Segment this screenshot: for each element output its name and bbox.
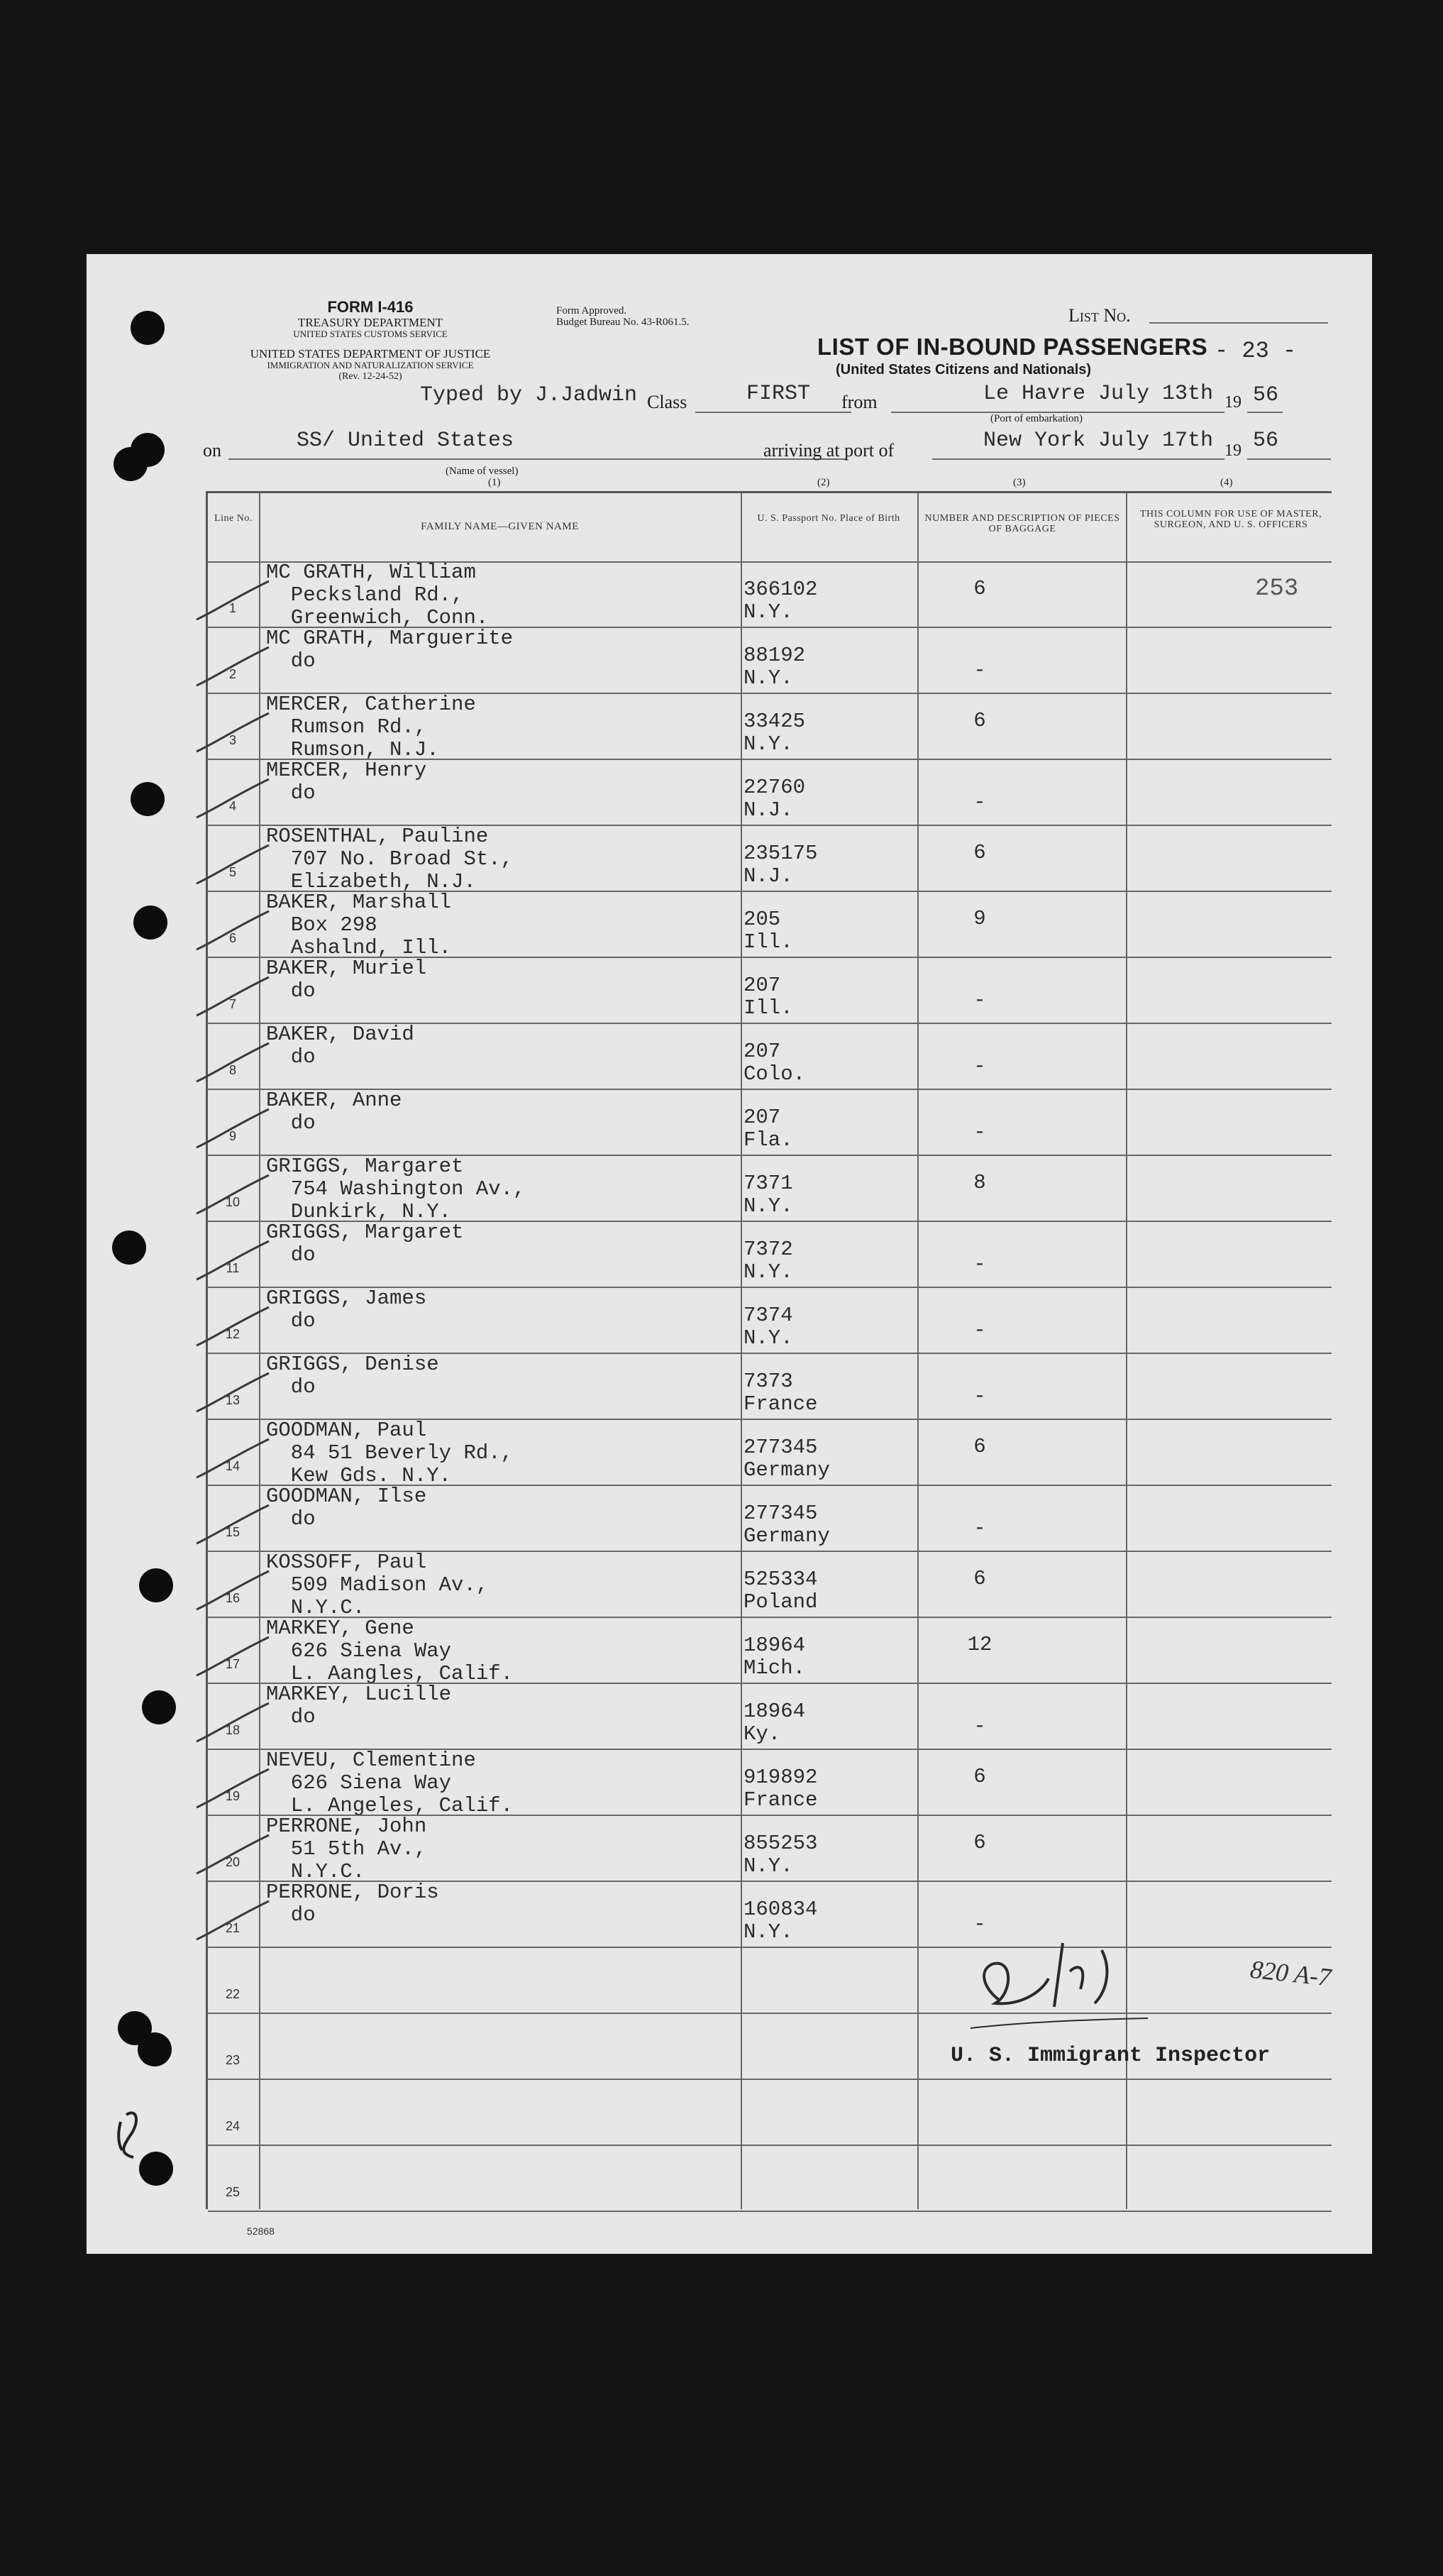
dept-treasury: TREASURY DEPARTMENT: [297, 316, 443, 329]
check-mark: [194, 1301, 272, 1351]
passenger-name-address: PERRONE, John 51 5th Av., N.Y.C.: [266, 1815, 427, 1883]
line-number: 10: [225, 1195, 240, 1209]
typed-by: Typed by J.Jadwin: [420, 383, 638, 407]
passenger-name-address: ROSENTHAL, Pauline 707 No. Broad St., Elizabeth, N.J.: [266, 825, 514, 893]
line-number: 11: [226, 1261, 240, 1275]
page-number: - 23 -: [1215, 338, 1297, 364]
baggage-count: 8: [973, 1171, 986, 1194]
baggage-count: -: [973, 791, 986, 814]
arrival-field: [932, 458, 1224, 460]
check-mark: [194, 1499, 272, 1549]
line-number: 13: [225, 1393, 240, 1407]
table-row: [208, 891, 1332, 957]
passenger-name-address: GRIGGS, Margaret do: [266, 1221, 464, 1267]
col-header-passport: U. S. Passport No. Place of Birth: [757, 513, 900, 524]
passport-birthplace: 88192 N.Y.: [743, 644, 806, 690]
budget-bureau: Budget Bureau No. 43-R061.5.: [556, 317, 690, 328]
line-number: 7: [228, 997, 236, 1011]
check-mark: [194, 1103, 272, 1153]
officer-number: 253: [1255, 576, 1299, 602]
check-mark: [194, 1895, 272, 1945]
table-row: [208, 1353, 1332, 1419]
baggage-count: 6: [973, 1765, 986, 1788]
check-mark: [194, 1433, 272, 1483]
baggage-count: -: [973, 1319, 986, 1342]
on-label: on: [203, 440, 221, 461]
baggage-count: -: [973, 1055, 986, 1078]
baggage-count: 6: [973, 841, 986, 864]
passenger-name-address: BAKER, David do: [266, 1023, 414, 1069]
passport-birthplace: 235175 N.J.: [743, 842, 818, 888]
passenger-name-address: GRIGGS, James do: [266, 1287, 427, 1333]
line-number: 8: [228, 1063, 236, 1077]
manifest-page: [87, 254, 1372, 2254]
passport-birthplace: 919892 France: [743, 1766, 818, 1812]
baggage-count: 6: [973, 577, 986, 600]
passport-birthplace: 7372 N.Y.: [743, 1238, 793, 1284]
table-row: [208, 1287, 1332, 1353]
check-mark: [194, 774, 272, 823]
passport-birthplace: 160834 N.Y.: [743, 1898, 818, 1944]
col-number-2: (2): [817, 477, 830, 488]
check-mark: [194, 1565, 272, 1615]
passport-birthplace: 207 Ill.: [743, 974, 793, 1020]
inspector-title: U. S. Immigrant Inspector: [951, 2044, 1271, 2068]
check-mark: [194, 1829, 272, 1879]
table-row: [208, 1815, 1332, 1881]
check-mark: [194, 1631, 272, 1681]
ins-service: IMMIGRATION AND NATURALIZATION SERVICE: [267, 360, 474, 370]
line-number: 6: [228, 931, 236, 945]
baggage-count: -: [973, 1714, 986, 1738]
baggage-count: -: [973, 1253, 986, 1276]
baggage-count: -: [973, 1912, 986, 1936]
punch-hole: [142, 1690, 176, 1724]
customs-service: UNITED STATES CUSTOMS SERVICE: [293, 329, 448, 339]
passport-birthplace: 366102 N.Y.: [743, 578, 818, 624]
arrival-value: New York July 17th: [983, 429, 1214, 453]
line-number: 14: [225, 1459, 240, 1473]
table-row: [208, 1221, 1332, 1287]
passport-birthplace: 7374 N.Y.: [743, 1304, 793, 1350]
list-no-field: [1149, 322, 1328, 324]
table-row: [208, 825, 1332, 891]
passenger-name-address: BAKER, Muriel do: [266, 957, 427, 1003]
baggage-count: 9: [973, 907, 986, 930]
class-value: FIRST: [746, 382, 811, 406]
year-1: 56: [1253, 383, 1279, 407]
table-row: [208, 759, 1332, 825]
baggage-count: 6: [973, 1435, 986, 1458]
punch-hole: [131, 311, 165, 345]
passport-birthplace: 7373 France: [743, 1370, 818, 1416]
passport-birthplace: 33425 N.Y.: [743, 710, 806, 756]
passenger-name-address: BAKER, Anne do: [266, 1089, 402, 1135]
inspector-signature: [963, 1922, 1219, 2035]
check-mark: [194, 642, 272, 691]
table-row: [208, 1485, 1332, 1551]
table-row: [208, 1749, 1332, 1815]
baggage-count: 6: [973, 1831, 986, 1854]
baggage-count: 6: [973, 1567, 986, 1590]
col-number-1: (1): [488, 477, 501, 488]
check-mark: [194, 906, 272, 955]
table-row: [208, 957, 1332, 1023]
check-mark: [194, 1169, 272, 1219]
passport-birthplace: 205 Ill.: [743, 908, 793, 954]
passport-birthplace: 207 Colo.: [743, 1040, 806, 1086]
baggage-count: 6: [973, 709, 986, 732]
passenger-name-address: PERRONE, Doris do: [266, 1881, 439, 1927]
year-2: 56: [1253, 429, 1279, 453]
year-prefix-2: 19: [1224, 441, 1242, 460]
col-header-baggage: NUMBER AND DESCRIPTION OF PIECES OF BAGGAGE: [924, 513, 1120, 534]
passport-birthplace: 7371 N.Y.: [743, 1172, 793, 1218]
punch-hole: [112, 1231, 146, 1265]
margin-handwriting: [112, 2108, 155, 2164]
passport-birthplace: 277345 Germany: [743, 1502, 830, 1548]
check-mark: [194, 971, 272, 1021]
passport-birthplace: 525334 Poland: [743, 1568, 818, 1614]
passport-birthplace: 207 Fla.: [743, 1106, 793, 1152]
table-row: [208, 2145, 1332, 2211]
form-approved: Form Approved.: [556, 305, 627, 317]
col-header-officers: THIS COLUMN FOR USE OF MASTER, SURGEON, AND U. S. OFFICERS: [1139, 509, 1322, 530]
passenger-name-address: MERCER, Henry do: [266, 759, 427, 805]
line-number: 5: [228, 865, 236, 879]
year-field-2: [1247, 458, 1331, 460]
line-number: 24: [225, 2119, 240, 2133]
line-number: 23: [225, 2053, 240, 2067]
line-number: 25: [225, 2185, 240, 2199]
baggage-count: -: [973, 1517, 986, 1540]
line-number: 16: [225, 1591, 240, 1605]
passenger-name-address: MC GRATH, William Pecksland Rd., Greenwich, Conn.: [266, 561, 489, 629]
check-mark: [194, 1763, 272, 1813]
line-number: 18: [225, 1723, 240, 1737]
punch-hole: [131, 433, 165, 467]
baggage-count: -: [973, 989, 986, 1012]
document-title: LIST OF IN-BOUND PASSENGERS: [817, 334, 1208, 360]
line-number: 20: [225, 1855, 240, 1869]
table-row: [208, 693, 1332, 759]
passenger-name-address: BAKER, Marshall Box 298 Ashalnd, Ill.: [266, 891, 452, 959]
passenger-name-address: MERCER, Catherine Rumson Rd., Rumson, N.J.: [266, 693, 476, 761]
passenger-name-address: GOODMAN, Paul 84 51 Beverly Rd., Kew Gds. N.Y.: [266, 1419, 514, 1487]
col-header-line: Line No.: [214, 513, 253, 524]
baggage-count: 12: [967, 1633, 993, 1656]
check-mark: [194, 840, 272, 889]
table-row: [208, 561, 1332, 627]
passenger-name-address: GRIGGS, Margaret 754 Washington Av., Dunkirk, N.Y.: [266, 1155, 526, 1223]
vessel-value: SS/ United States: [297, 429, 514, 453]
check-mark: [194, 576, 272, 625]
baggage-count: -: [973, 659, 986, 682]
passport-birthplace: 18964 Ky.: [743, 1700, 806, 1746]
form-number: FORM I-416: [327, 298, 414, 316]
line-number: 1: [228, 601, 236, 615]
line-number: 15: [225, 1525, 240, 1539]
check-mark: [194, 1037, 272, 1087]
punch-hole: [139, 1568, 173, 1602]
col-number-4: (4): [1220, 477, 1233, 488]
inspector-note: 820 A-7: [1249, 1954, 1333, 1992]
col-header-name: FAMILY NAME—GIVEN NAME: [421, 521, 579, 532]
passenger-name-address: KOSSOFF, Paul 509 Madison Av., N.Y.C.: [266, 1551, 489, 1619]
passenger-name-address: MC GRATH, Marguerite do: [266, 627, 514, 673]
punch-hole: [133, 906, 167, 940]
punch-hole: [131, 782, 165, 816]
form-revision: (Rev. 12-24-52): [338, 371, 402, 382]
passport-birthplace: 18964 Mich.: [743, 1634, 806, 1680]
line-number: 17: [225, 1657, 240, 1671]
check-mark: [194, 1367, 272, 1417]
table-row: [208, 1023, 1332, 1089]
passenger-name-address: GRIGGS, Denise do: [266, 1353, 439, 1399]
passport-birthplace: 22760 N.J.: [743, 776, 806, 822]
table-row: [208, 1089, 1332, 1155]
passport-birthplace: 855253 N.Y.: [743, 1832, 818, 1878]
list-no-label: List No.: [1068, 305, 1131, 326]
check-mark: [194, 1235, 272, 1285]
check-mark: [194, 708, 272, 757]
table-row: [208, 1551, 1332, 1617]
year-prefix-1: 19: [1224, 393, 1242, 412]
vessel-label: (Name of vessel): [446, 466, 519, 477]
col-number-3: (3): [1013, 477, 1026, 488]
class-label: Class: [647, 392, 687, 412]
line-number: 12: [225, 1327, 240, 1341]
line-number: 3: [228, 733, 236, 747]
passenger-name-address: GOODMAN, Ilse do: [266, 1485, 427, 1531]
row-divider: [208, 2211, 1332, 2212]
table-row: [208, 1419, 1332, 1485]
table-row: [208, 1155, 1332, 1221]
passenger-name-address: MARKEY, Lucille do: [266, 1683, 452, 1729]
punch-hole: [138, 2032, 172, 2066]
line-number: 9: [228, 1129, 236, 1143]
baggage-count: -: [973, 1121, 986, 1144]
year-field-1: [1247, 412, 1283, 413]
line-number: 21: [225, 1921, 240, 1935]
line-number: 2: [228, 667, 236, 681]
dept-justice: UNITED STATES DEPARTMENT OF JUSTICE: [250, 347, 491, 360]
table-row: [208, 2079, 1332, 2145]
passport-birthplace: 277345 Germany: [743, 1436, 830, 1482]
port-embarkation-label: (Port of embarkation): [990, 413, 1083, 424]
line-number: 19: [225, 1789, 240, 1803]
table-row: [208, 1617, 1332, 1683]
document-subtitle: (United States Citizens and Nationals): [836, 362, 1092, 378]
vessel-field: [228, 458, 846, 460]
baggage-count: -: [973, 1385, 986, 1408]
line-number: 4: [228, 799, 236, 813]
table-row: [208, 1683, 1332, 1749]
from-label: from: [841, 392, 878, 412]
passenger-name-address: MARKEY, Gene 626 Siena Way L. Aangles, Calif.: [266, 1617, 514, 1685]
from-value: Le Havre July 13th: [983, 382, 1214, 406]
check-mark: [194, 1697, 272, 1747]
line-number: 22: [225, 1987, 240, 2001]
passenger-name-address: NEVEU, Clementine 626 Siena Way L. Angeles, Calif.: [266, 1749, 514, 1817]
table-row: [208, 627, 1332, 693]
class-field: [695, 412, 851, 413]
arriving-label: arriving at port of: [763, 440, 895, 461]
footer-code: 52868: [247, 2225, 275, 2237]
